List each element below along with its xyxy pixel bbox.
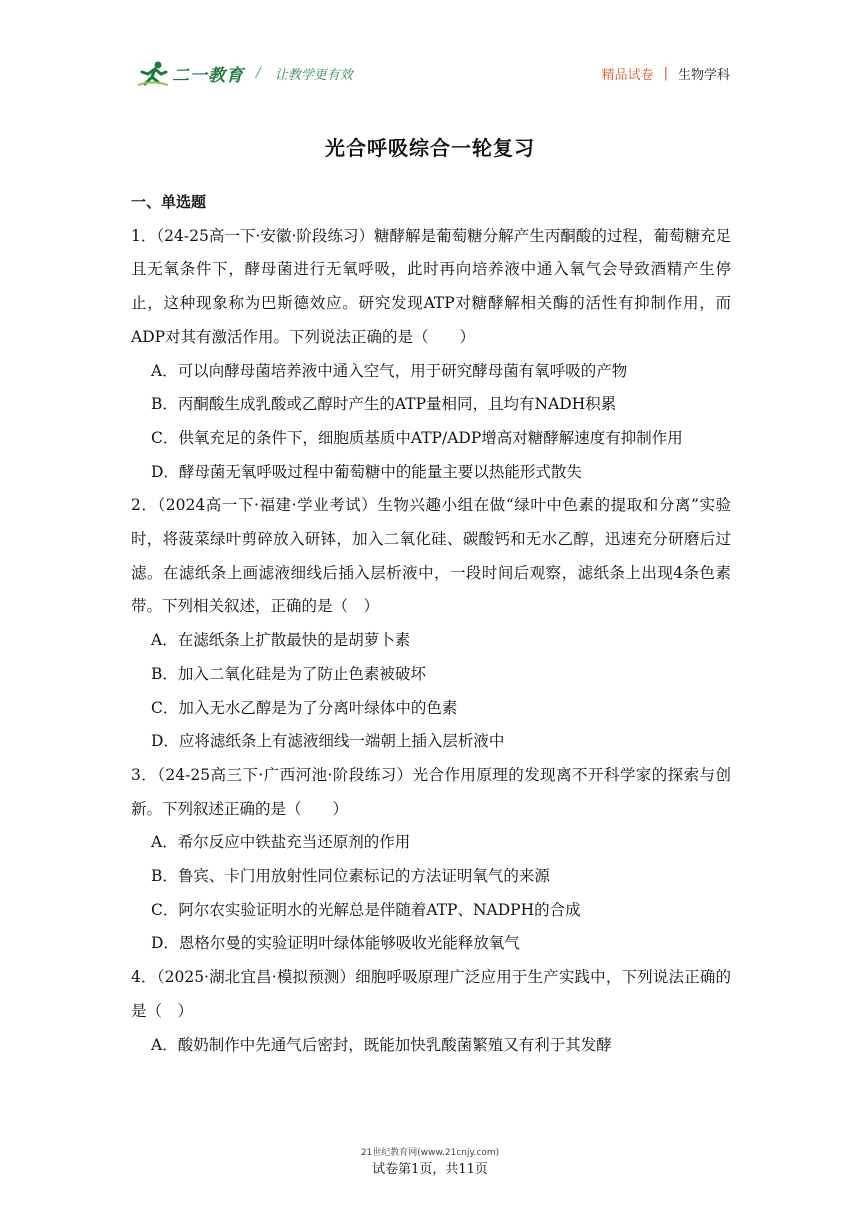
runner-logo-icon — [138, 60, 168, 86]
tag-subject: 生物学科 — [677, 68, 730, 83]
question-2-option-b: B．加入二氧化硅是为了防止色素被破坏 — [151, 664, 426, 683]
question-1-option-d: D．酵母菌无氧呼吸过程中葡萄糖中的能量主要以热能形式散失 — [151, 462, 582, 481]
brand-name: 二一教育 — [172, 65, 244, 86]
question-2-option-a: A．在滤纸条上扩散最快的是胡萝卜素 — [151, 631, 411, 650]
question-3-option-a: A．希尔反应中铁盐充当还原剂的作用 — [151, 833, 411, 852]
slogan: 让教学更有效 — [274, 67, 353, 83]
slogan-slash: / — [256, 65, 261, 81]
question-3: 3．（24-25高三下·广西河池·阶段练习）光合作用原理的发现离不开科学家的探索与创新。下列叙述正确的是（ ） — [131, 765, 731, 818]
question-1-option-b: B．丙酮酸生成乳酸或乙醇时产生的ATP量相同，且均有NADH积累 — [151, 395, 617, 414]
tag-separator: | — [663, 66, 668, 81]
page-footer — [0, 1146, 860, 1180]
question-2-option-d: D．应将滤纸条上有滤液细线一端朝上插入层析液中 — [151, 732, 505, 751]
section-heading: 一、单选题 — [131, 193, 207, 211]
page-header — [138, 58, 730, 88]
question-1-option-a: A．可以向酵母菌培养液中通入空气，用于研究酵母菌有氧呼吸的产物 — [151, 361, 628, 380]
question-3-option-d: D．恩格尔曼的实验证明叶绿体能够吸收光能释放氧气 — [151, 934, 520, 953]
question-1-option-c: C．供氧充足的条件下，细胞质基质中ATP/ADP增高对糖酵解速度有抑制作用 — [151, 428, 683, 447]
logo — [138, 60, 353, 86]
question-3-option-b: B．鲁宾、卡门用放射性同位素标记的方法证明氧气的来源 — [151, 867, 550, 886]
question-3-option-c: C．阿尔农实验证明水的光解总是伴随着ATP、NADPH的合成 — [151, 900, 581, 919]
exam-content — [131, 186, 731, 1062]
question-2: 2．（2024高一下·福建·学业考试）生物兴趣小组在做“绿叶中色素的提取和分离”实验时，将菠菜绿叶剪碎放入研钵，加入二氧化硅、碳酸钙和无水乙醇，迅速充分研磨后过滤。在滤纸条上画滤液细线后插入层析液中，一段时间后观察，滤纸条上出现4条色素带。下列相关叙述，正确的是（ ） — [131, 496, 731, 616]
page-title: 光合呼吸综合一轮复习 — [325, 136, 535, 160]
question-4-option-a: A．酸奶制作中先通气后密封，既能加快乳酸菌繁殖又有利于其发酵 — [151, 1035, 612, 1054]
page-number: 试卷第1页，共11页 — [372, 1162, 488, 1177]
tag-premium-paper: 精品试卷 — [601, 68, 654, 83]
question-4: 4．（2025·湖北宜昌·模拟预测）细胞呼吸原理广泛应用于生产实践中，下列说法正确的是（ ） — [131, 968, 731, 1020]
footer-source: 21世纪教育网(www.21cnjy.com) — [360, 1148, 500, 1158]
header-tags — [602, 64, 730, 83]
question-1: 1．（24-25高一下·安徽·阶段练习）糖酵解是葡萄糖分解产生丙酮酸的过程，葡萄糖充足且无氧条件下，酵母菌进行无氧呼吸，此时再向培养液中通入氧气会导致酒精产生停止，这种现象称为巴斯德效应。研究发现ATP对糖酵解相关酶的活性有抑制作用，而ADP对其有激活作用。下列说法正确的是（ ） — [131, 226, 731, 346]
question-2-option-c: C．加入无水乙醇是为了分离叶绿体中的色素 — [151, 698, 458, 717]
